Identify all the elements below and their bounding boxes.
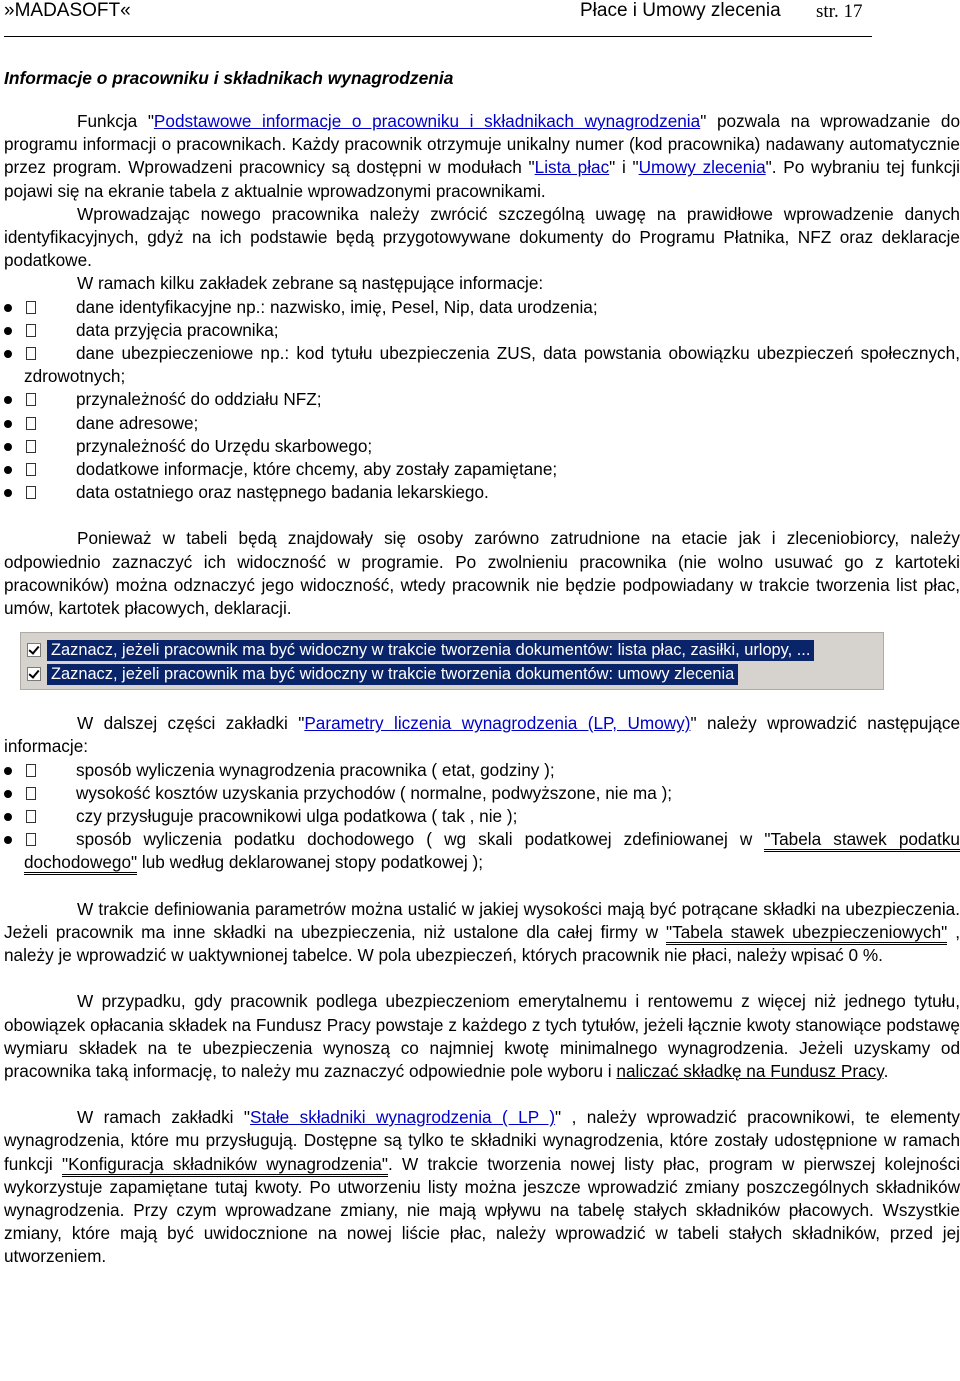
list-item <box>4 412 960 435</box>
paragraph-visibility: Ponieważ w tabeli będą znajdowały się osoby zarówno zatrudnione na etacie jak i zleceniobiorcy, należy odpowiednio zaznaczyć ich widoczność w programie. Po zwolnieniu pracownika (nie wolno usuwać go z kartoteki pracowników) można odznaczyć jego widoczność, wtedy pracownik nie będzie podpowiadany w trakcie tworzenia list płac, umów, kartotek płacowych, deklaracji. <box>4 528 960 619</box>
bullet-icon <box>4 420 12 428</box>
box-glyph-icon <box>26 393 36 406</box>
list-item <box>4 342 960 388</box>
page-number: str. 17 <box>816 1 863 22</box>
list-item-text: dane ubezpieczeniowe np.: kod tytułu ubezpieczenia ZUS, data powstania obowiązku ubezpieczeń społecznych, zdrowotnych; <box>24 343 960 387</box>
bullet-icon <box>4 466 12 474</box>
box-glyph-icon <box>26 463 36 476</box>
link-parameters[interactable]: Parametry liczenia wynagrodzenia (LP, Umowy) <box>304 713 691 734</box>
bullet-icon <box>4 350 12 358</box>
text: " , należy wprowadzić pracownikowi, te elementy wynagrodzenia, które mu przysługują. Dostępne są tylko te składniki wynagrodzenia, które zostały udostępnione w ramach funkcji <box>4 1107 960 1174</box>
section-heading: Informacje o pracowniku i składnikach wynagrodzenia <box>4 68 454 88</box>
paragraph-tabs-intro: W ramach kilku zakładek zebrane są następujące informacje: <box>77 273 544 294</box>
text: Funkcja " <box>77 111 154 131</box>
box-glyph-icon <box>26 347 36 360</box>
text: " i " <box>609 157 639 178</box>
company-name: »MADASOFT« <box>4 0 131 21</box>
list-item <box>4 782 960 805</box>
text: " pozwala na wprowadzanie do programu informacji o pracownikach. Każdy pracownik otrzymuje unikalny numer (kod pracownika) nadawany automatycznie przez program. Wprowadzeni pracownicy są dostępni w modułach " <box>4 111 960 178</box>
paragraph-new-employee: Wprowadzając nowego pracownika należy zwrócić szczególną uwagę na prawidłowe wprowadzenie danych identyfikacyjnych, gdyż na ich podstawie będą przygotowywane dokumenty do Programu Płatnika, NFZ oraz deklaracje podatkowe. <box>4 203 960 271</box>
paragraph-fixed-components <box>4 1106 960 1268</box>
text: . W trakcie tworzenia nowej listy płac, program w pierwszej kolejności wykorzystuje zapamiętane tutaj kwoty. Po utworzeniu listy można jeszcze wprowadzić zmiany poszczególnych składników wynagrodzenia. Przy czym wprowadzane zmiany, nie mają wpływu na tabelę stałych składników płacowych. Wszystkie zmiany, które mają być uwidocznione na nowej liście płac, należy wprowadzić w tabeli stałych składników, przed jej utworzeniem. <box>4 1153 960 1267</box>
contracts-visibility-label: Zaznacz, jeżeli pracownik ma być widoczny w trakcie tworzenia dokumentów: umowy zlecenia <box>47 664 738 685</box>
box-glyph-icon <box>26 810 36 823</box>
link-contracts[interactable]: Umowy zlecenia <box>638 157 766 178</box>
parameters-list <box>4 759 960 875</box>
text: , należy je wprowadzić w uaktywnionej tabelce. W pola ubezpieczeń, których pracownik nie płaci, należy wpisać 0 %. <box>4 921 960 966</box>
box-glyph-icon <box>26 486 36 499</box>
contracts-visibility-checkbox[interactable] <box>27 667 41 681</box>
list-item-text: data przyjęcia pracownika; <box>76 319 279 340</box>
bullet-icon <box>4 767 12 775</box>
text: ". Po wybraniu tej funkcji pojawi się na ekranie tabela z aktualnie wprowadzonymi pracownikami. <box>4 157 960 201</box>
link-payroll[interactable]: Lista płac <box>534 157 610 178</box>
spacer <box>4 504 960 527</box>
spacer <box>4 875 960 898</box>
bullet-icon <box>4 790 12 798</box>
list-item-text: dane identyfikacyjne np.: nazwisko, imię, Pesel, Nip, data urodzenia; <box>76 296 598 317</box>
visibility-options-screenshot <box>20 632 884 690</box>
list-item-text: data ostatniego oraz następnego badania lekarskiego. <box>76 482 489 503</box>
bullet-icon <box>4 327 12 335</box>
box-glyph-icon <box>26 764 36 777</box>
link-basic-info[interactable]: Podstawowe informacje o pracowniku i składnikach wynagrodzenia <box>153 111 701 131</box>
spacer <box>4 967 960 990</box>
ref-components-config[interactable]: "Konfiguracja składników wynagrodzenia" <box>62 1154 388 1177</box>
list-item <box>4 458 960 481</box>
text: . <box>883 1060 889 1081</box>
box-glyph-icon <box>26 417 36 430</box>
ref-tax-table[interactable]: "Tabela stawek podatku dochodowego" <box>24 829 960 875</box>
list-item-text: lub według deklarowanej stopy podatkowej ); <box>137 852 484 873</box>
list-item <box>4 828 960 874</box>
box-glyph-icon <box>26 787 36 800</box>
box-glyph-icon <box>26 440 36 453</box>
text: W dalszej części zakładki " <box>77 713 305 734</box>
text: W ramach zakładki " <box>77 1107 251 1128</box>
paragraph-intro <box>4 110 960 203</box>
list-item-text: wysokość kosztów uzyskania przychodów ( normalne, podwyższone, nie ma ); <box>76 782 673 803</box>
list-item-text: czy przysługuje pracownikowi ulga podatkowa ( tak , nie ); <box>76 806 518 827</box>
link-fixed-components[interactable]: Stałe składniki wynagrodzenia ( LP ) <box>250 1107 556 1128</box>
list-item <box>4 805 960 828</box>
payroll-visibility-checkbox[interactable] <box>27 643 41 657</box>
text: W przypadku, gdy pracownik podlega ubezpieczeniom emerytalnemu i rentowemu z więcej niż jednego tytułu, obowiązek opłacania składek na Fundusz Pracy powstaje z każdego z tych tytułów, jeżeli łącznie kwoty stanowiące podstawę wymiaru składek na te ubezpieczenia wynoszą co najmniej kwotę minimalnego wynagrodzenia. Jeżeli uzyskamy od pracownika taką informację, to należy mu zaznaczyć odpowiednie pole wyboru i <box>4 991 960 1081</box>
list-item-text: dodatkowe informacje, które chcemy, aby zostały zapamiętane; <box>76 459 558 480</box>
text: " należy wprowadzić następujące informacje: <box>4 713 960 757</box>
ref-insurance-table[interactable]: "Tabela stawek ubezpieczeniowych" <box>666 922 947 945</box>
box-glyph-icon <box>26 833 36 846</box>
document-title: Płace i Umowy zlecenia <box>580 0 781 21</box>
list-item <box>4 481 960 504</box>
document-body <box>4 66 960 1269</box>
spacer <box>4 1083 960 1106</box>
paragraph-labour-fund <box>4 990 960 1083</box>
bullet-icon <box>4 396 12 404</box>
list-item-text: przynależność do oddziału NFZ; <box>76 389 322 410</box>
labour-fund-option: naliczać składkę na Fundusz Pracy <box>616 1060 884 1081</box>
list-item-text: dane adresowe; <box>76 412 199 433</box>
paragraph-insurance <box>4 898 960 968</box>
list-item-text: przynależność do Urzędu skarbowego; <box>76 435 373 456</box>
list-item <box>4 319 960 342</box>
text: W trakcie definiowania parametrów można ustalić w jakiej wysokości mają być potrącane składki na ubezpieczenia. Jeżeli pracownik ma inne składki na ubezpieczenia, niż ustalone dla całej firmy w <box>4 898 960 942</box>
visibility-row-payroll <box>27 638 814 662</box>
bullet-icon <box>4 836 12 844</box>
bullet-icon <box>4 304 12 312</box>
list-item <box>4 759 960 782</box>
list-item <box>4 388 960 411</box>
page-header <box>0 0 960 34</box>
header-rule <box>4 36 872 37</box>
visibility-row-contracts <box>27 662 738 686</box>
paragraph-parameters <box>4 712 960 758</box>
bullet-icon <box>4 813 12 821</box>
list-item <box>4 296 960 319</box>
list-item-text: sposób wyliczenia podatku dochodowego ( wg skali podatkowej zdefiniowanej w <box>76 829 765 850</box>
bullet-icon <box>4 443 12 451</box>
list-item-text: sposób wyliczenia wynagrodzenia pracownika ( etat, godziny ); <box>76 759 555 780</box>
payroll-visibility-label: Zaznacz, jeżeli pracownik ma być widoczny w trakcie tworzenia dokumentów: lista płac, zasiłki, urlopy, ... <box>47 640 814 661</box>
box-glyph-icon <box>26 324 36 337</box>
box-glyph-icon <box>26 301 36 314</box>
list-item <box>4 435 960 458</box>
bullet-icon <box>4 489 12 497</box>
info-list <box>4 296 960 505</box>
